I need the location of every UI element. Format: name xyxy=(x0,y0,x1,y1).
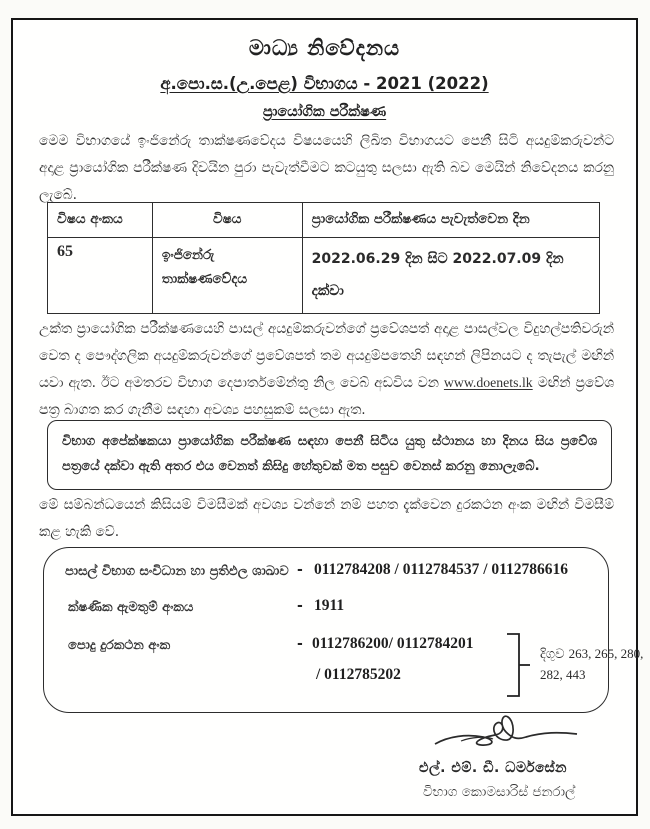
contact-numbers-box xyxy=(43,547,644,713)
document-title: මාධ්‍ය නිවේදනය xyxy=(248,36,401,60)
table-header-row xyxy=(48,203,600,238)
contact-label-general: පොදු දුරකථන අංක xyxy=(68,638,171,653)
header-dates: ප්‍රායෝගික පරීක්ෂණය පැවැත්වෙන දින xyxy=(302,203,599,238)
intro-paragraph: මෙම විභාගයේ ඉංජිනේරු තාක්ෂණවේදය විෂයයෙහි ලිඛිත විභාගයට පෙනී සිටි අයදුම්කරුවන්ට අදාළ ප්‍රායෝගික පරීක්ෂණ දිවයින පුරා පැවැත්වීමට කටයුතු සලසා ඇති බව මෙයින් නිවේදනය කරනු ලැබේ. xyxy=(39,133,614,203)
contact-value-general-line1: 0112786200/ 0112784201 xyxy=(312,635,474,652)
exam-title-text: අ.පො.ස.(උ.පෙළ) විභාගය - 2021 (2022) xyxy=(160,74,489,93)
signature-scribble xyxy=(431,710,581,758)
contact-label-hotline: ක්ෂණික ඇමතුම් අංකය xyxy=(68,600,194,615)
extensions-numbers: 263, 265, 280, 282, 443 xyxy=(540,646,644,682)
header-subject: විෂය xyxy=(152,203,302,238)
exam-title xyxy=(13,74,636,94)
important-notice-box: විභාග අපේක්ෂකයා ප්‍රායෝගික පරීක්ෂණ සඳහා පෙනී සිටිය යුතු ස්ථානය හා දිනය සිය ප්‍රවේශ පත්‍රයේ දක්වා ඇති අතර එය වෙනත් කිසිදු හේතුවක් මත පසුව වෙනස් කරනු නොලැබේ. xyxy=(47,420,612,490)
cell-dates: 2022.06.29 දින සිට 2022.07.09 දින දක්වා xyxy=(302,237,599,313)
website-link: www.doenets.lk xyxy=(443,374,533,390)
cell-subject: ඉංජිනේරු තාක්ෂණවේදය xyxy=(152,237,302,313)
section-title xyxy=(13,104,636,120)
document-page xyxy=(11,18,644,816)
contact-dash: - xyxy=(297,562,303,578)
header-subject-number: විෂය අංකය xyxy=(48,203,153,238)
table-row xyxy=(48,237,600,313)
signatory-name: එල්. එම්. ඩී. ධර්මසේන xyxy=(419,760,568,776)
cell-subject-number: 65 xyxy=(48,237,153,313)
subject-schedule-table xyxy=(47,202,600,314)
contact-value-general-line2: / 0112785202 xyxy=(316,666,401,683)
section-title-text: ප්‍රායෝගික පරීක්ෂණ xyxy=(262,104,387,120)
inquiry-paragraph: මේ සම්බන්ධයෙන් කිසියම් විමසීමක් අවශ්‍ය වන්නේ නම් පහත දැක්වෙන දුරකථන අංක මඟින් විමසීම් කළ හැකි වේ. xyxy=(39,497,614,540)
contact-value-hotline: 1911 xyxy=(314,597,345,614)
contact-dash: - xyxy=(297,636,303,652)
contact-value-school-branch: 0112784208 / 0112784537 / 0112786616 xyxy=(314,561,569,578)
signature-block xyxy=(413,710,623,800)
admission-paragraph xyxy=(39,316,614,424)
contact-label-school-branch: පාසල් විභාග සංවිධාන හා ප්‍රතිඵල ශාඛාව xyxy=(65,564,289,579)
signatory-title: විභාග කොමසාරිස් ජනරාල් xyxy=(423,784,576,800)
admission-text-after: මඟින් ප්‍රවේශ පත්‍ර බාගත කර ගැනීම සඳහා අවශ්‍ය පහසුකම් සලසා ඇත. xyxy=(39,374,614,418)
admission-text-before: උක්ත ප්‍රායෝගික පරීක්ෂණයෙහි පාසල් අයදුම්කරුවන්ගේ ප්‍රවේශපත් අදාළ පාසල්වල විදුහල්පතිවරුන් වෙත ද පෞද්ගලික අයදුම්කරුවන්ගේ ප්‍රවේශපත් තම අයදුම්පතෙහි සඳහන් ලිපිනයට ද තැපැල් මඟින් යවා ඇත. ඊට අමතරව විභාග දෙපාර්තමේන්තු නිල වෙබ් අඩවිය වන xyxy=(39,321,614,391)
contact-dash: - xyxy=(297,598,303,614)
extensions-label: දිගුව xyxy=(540,647,565,662)
extensions-note xyxy=(540,644,650,685)
bracket-icon xyxy=(503,632,533,698)
